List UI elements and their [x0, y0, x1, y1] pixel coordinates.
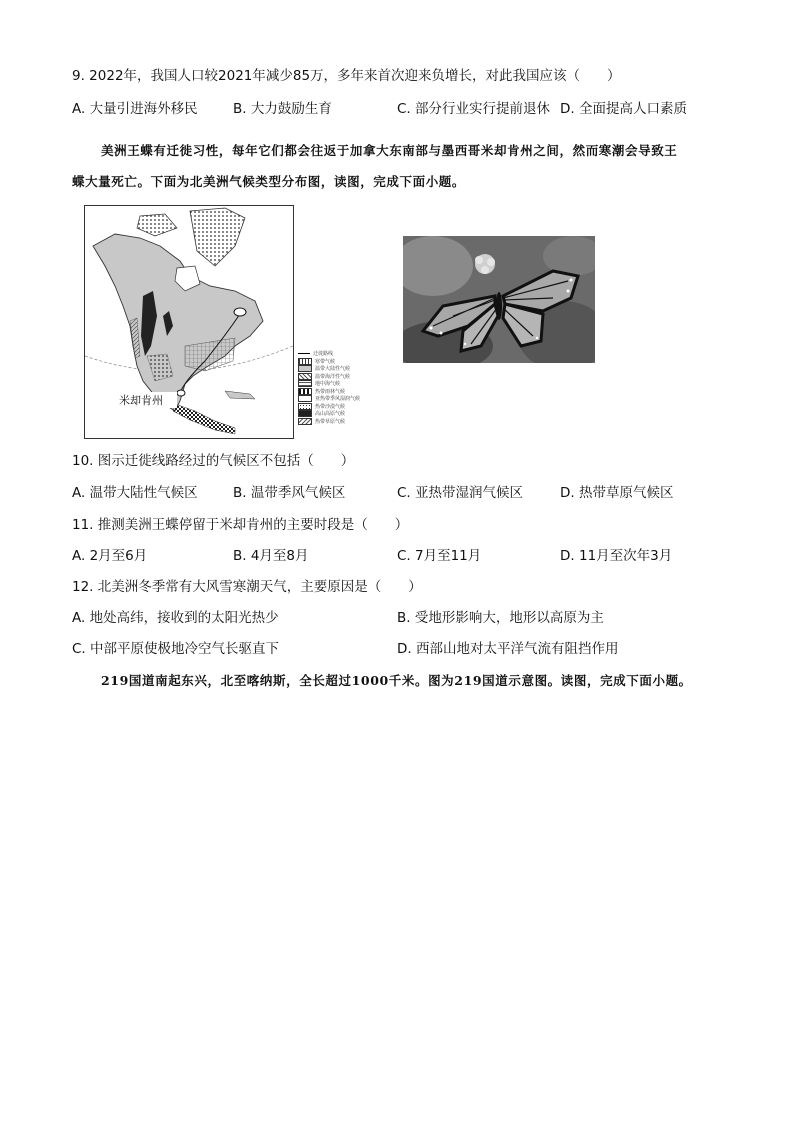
map-label-michoacan: 米却肯州: [119, 394, 163, 407]
legend-item: [298, 410, 368, 418]
legend-label: 温带大陆性气候: [315, 366, 351, 373]
legend-swatch: [298, 358, 312, 365]
legend-swatch: [298, 373, 312, 380]
passage1-line1: 美洲王蝶有迁徙习性，每年它们都会往返于加拿大东南部与墨西哥米却肯州之间，然而寒潮会导致王: [101, 143, 678, 158]
q10-option-b: B. 温带季风气候区: [233, 485, 346, 501]
legend-swatch: [298, 395, 312, 402]
legend-label: 高山高原气候: [315, 411, 346, 418]
climate-map-graphic: [85, 206, 293, 438]
map-legend: [298, 350, 368, 425]
north-america-climate-map: [84, 205, 294, 439]
q11-stem: 11. 推测美洲王蝶停留于米却肯州的主要时段是（ ）: [72, 517, 409, 533]
passage1-line2: 蝶大量死亡。下面为北美洲气候类型分布图，读图，完成下面小题。: [72, 174, 466, 189]
q12-stem: 12. 北美洲冬季常有大风雪寒潮天气，主要原因是（ ）: [72, 579, 422, 595]
route-swatch: [298, 353, 310, 354]
q11-option-d: D. 11月至次年3月: [560, 548, 673, 564]
q11-option-a: A. 2月至6月: [72, 548, 148, 564]
legend-swatch: [298, 410, 312, 417]
passage2: 219国道南起东兴，北至喀纳斯，全长超过1000千米。图为219国道示意图。读图，完成下面小题。: [101, 673, 692, 688]
legend-swatch: [298, 403, 312, 410]
q9-option-a: A. 大量引进海外移民: [72, 101, 198, 117]
legend-item: [298, 403, 368, 411]
legend-label: 地中海气候: [315, 381, 341, 388]
q10-stem: 10. 图示迁徙线路经过的气候区不包括（ ）: [72, 453, 355, 469]
legend-item: [298, 380, 368, 388]
q12-option-b: B. 受地形影响大，地形以高原为主: [397, 610, 604, 626]
legend-label: 寒带气候: [315, 358, 336, 365]
q10-option-c: C. 亚热带湿润气候区: [397, 485, 524, 501]
q12-option-d: D. 西部山地对太平洋气流有阻挡作用: [397, 641, 619, 657]
q9-stem: 9. 2022年，我国人口较2021年减少85万，多年来首次迎来负增长，对此我国应该（ ）: [72, 68, 621, 84]
monarch-butterfly-photo: [403, 236, 595, 363]
q10-option-a: A. 温带大陆性气候区: [72, 485, 198, 501]
q11-option-c: C. 7月至11月: [397, 548, 482, 564]
legend-item: [298, 418, 368, 426]
legend-label: 亚热带季风湿润气候: [315, 396, 361, 403]
legend-label: 热带草原气候: [315, 418, 346, 425]
legend-label: 热带沙漠气候: [315, 403, 346, 410]
legend-label: 热带雨林气候: [315, 388, 346, 395]
legend-item: [298, 373, 368, 381]
legend-label: 迁徙路线: [313, 351, 334, 358]
legend-item: [298, 358, 368, 366]
legend-swatch: [298, 365, 312, 372]
legend-item: [298, 395, 368, 403]
legend-item: [298, 388, 368, 396]
butterfly-image: [403, 236, 595, 363]
q10-option-d: D. 热带草原气候区: [560, 485, 674, 501]
q12-option-c: C. 中部平原使极地冷空气长驱直下: [72, 641, 280, 657]
legend-swatch: [298, 380, 312, 387]
q9-option-c: C. 部分行业实行提前退休: [397, 101, 551, 117]
q11-option-b: B. 4月至8月: [233, 548, 309, 564]
q12-option-a: A. 地处高纬，接收到的太阳光热少: [72, 610, 279, 626]
legend-item: [298, 350, 368, 358]
legend-swatch: [298, 418, 312, 425]
legend-swatch: [298, 388, 312, 395]
legend-label: 温带海洋性气候: [315, 373, 351, 380]
legend-item: [298, 365, 368, 373]
q9-option-b: B. 大力鼓励生育: [233, 101, 332, 117]
q9-option-d: D. 全面提高人口素质: [560, 101, 687, 117]
